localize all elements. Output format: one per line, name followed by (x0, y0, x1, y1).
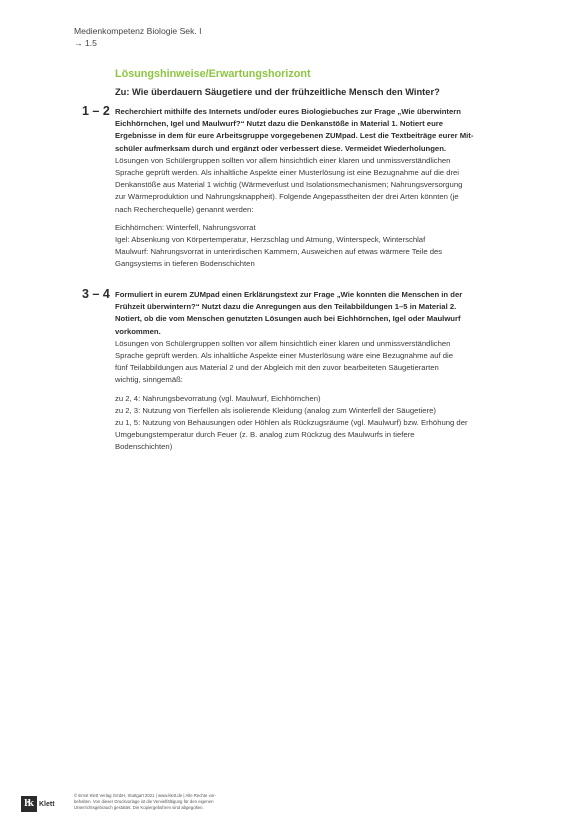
list-item: Gangsystems in tieferen Bodenschichten (115, 259, 255, 269)
list-item: zu 2, 4: Nahrungsbevorratung (vgl. Maulwurf, Eichhörnchen) (115, 393, 321, 403)
task-1-2 (115, 106, 550, 271)
list-item: Umgebungstemperatur durch Feuer (z. B. analog zum Rückzug des Maulwurfs in tiefere (115, 430, 415, 440)
klett-logo-mark: ŀk (21, 796, 37, 812)
list-item: Bodenschichten) (115, 442, 173, 452)
klett-logo-text: Klett (39, 800, 55, 808)
list-item: zu 2, 3: Nutzung von Tierfellen als isolierende Kleidung (analog zum Winterfell der Säugetiere) (115, 405, 436, 415)
section-title: Lösungshinweise/Erwartungshorizont (115, 68, 311, 80)
answer-line: zur Wärmeproduktion und Nahrungsknappheit). Folgende Angepasstheiten der drei Arten könnten (je (115, 192, 459, 202)
answer-line: Sprache geprüft werden. Als inhaltliche Aspekte einer Musterlösung ist eine Bezugnahme auf die drei (115, 168, 460, 178)
task-number-3-4: 3 – 4 (82, 287, 110, 301)
list-item: Eichhörnchen: Winterfell, Nahrungsvorrat (115, 222, 256, 232)
copyright-line: © Ernst Klett Verlag GmbH, Stuttgart 2021 | www.klett.de | Alle Rechte vor- (74, 793, 217, 798)
answer-line: nach Recherchequelle) genannt werden: (115, 204, 254, 214)
task-3-4 (115, 289, 550, 454)
list-item: Maulwurf: Nahrungsvorrat in unterirdischen Kammern, Ausweichen auf etwas wärmere Teile des (115, 247, 443, 257)
instruction-line: Notiert, ob die vom Menschen genutzten Lösungen auch bei Eichhörnchen, Igel oder Maulwurf (115, 314, 461, 324)
copyright-notice (74, 793, 274, 811)
list-item: Igel: Absenkung von Körpertemperatur, Herzschlag und Atmung, Winterspeck, Winterschlaf (115, 235, 426, 245)
answer-line: wichtig, sinngemäß: (115, 375, 183, 385)
header-title: Medienkompetenz Biologie Sek. I (74, 26, 202, 36)
instruction-line: schüler aufmerksam durch und ergänzt oder verbessert diese. Vermeidet Wiederholungen. (115, 143, 447, 153)
klett-logo (21, 795, 59, 813)
answer-line: Lösungen von Schülergruppen sollten vor allem hinsichtlich einer klaren und unmissverständlichen (115, 338, 451, 348)
instruction-line: vorkommen. (115, 326, 161, 336)
instruction-line: Ergebnisse in dem für eure Arbeitsgruppe vorgegebenen ZUMpad. Lest die Textbeiträge eurer Mit- (115, 131, 474, 141)
instruction-line: Frühzeit überwintern?“ Nutzt dazu die Anregungen aus den Teilabbildungen 1–5 in Material 2. (115, 302, 457, 312)
instruction-line: Recherchiert mithilfe des Internets und/oder eures Biologiebuches zur Frage „Wie überwintern (115, 107, 461, 116)
instruction-line: Formuliert in eurem ZUMpad einen Erklärungstext zur Frage „Wie konnten die Menschen in der (115, 290, 463, 299)
list-item: zu 1, 5: Nutzung von Behausungen oder Höhlen als Rückzugsräume (vgl. Maulwurf) bzw. Erhöhung der (115, 418, 468, 428)
page-header (74, 25, 202, 49)
answer-line: Denkanstöße aus Material 1 wichtig (Wärmeverlust und Isolationsmechanismen; Nahrungsversorgung (115, 180, 463, 190)
copyright-line: Unterrichtsgebrauch gestattet. Die Kopiergebühren sind abgegolten. (74, 805, 204, 810)
answer-line: Lösungen von Schülergruppen sollten vor allem hinsichtlich einer klaren und unmissverständlichen (115, 155, 451, 165)
instruction-line: Eichhörnchen, Igel und Maulwurf?“ Nutzt dazu die Denkanstöße in Material 1. Notiert eure (115, 119, 444, 129)
main-question: Zu: Wie überdauern Säugetiere und der frühzeitliche Mensch den Winter? (115, 87, 440, 97)
answer-line: fünf Teilabbildungen aus Material 2 und der Abgleich mit den zuvor bearbeiteten Säugetierarten (115, 363, 439, 373)
answer-line: Sprache geprüft werden. Als inhaltliche Aspekte einer Musterlösung wäre eine Bezugnahme auf die (115, 351, 454, 361)
copyright-line: behalten. Von dieser Druckvorlage ist die Vervielfältigung für den eigenen (74, 799, 214, 804)
header-reference: → 1.5 (74, 38, 97, 48)
task-number-1-2: 1 – 2 (82, 104, 110, 118)
